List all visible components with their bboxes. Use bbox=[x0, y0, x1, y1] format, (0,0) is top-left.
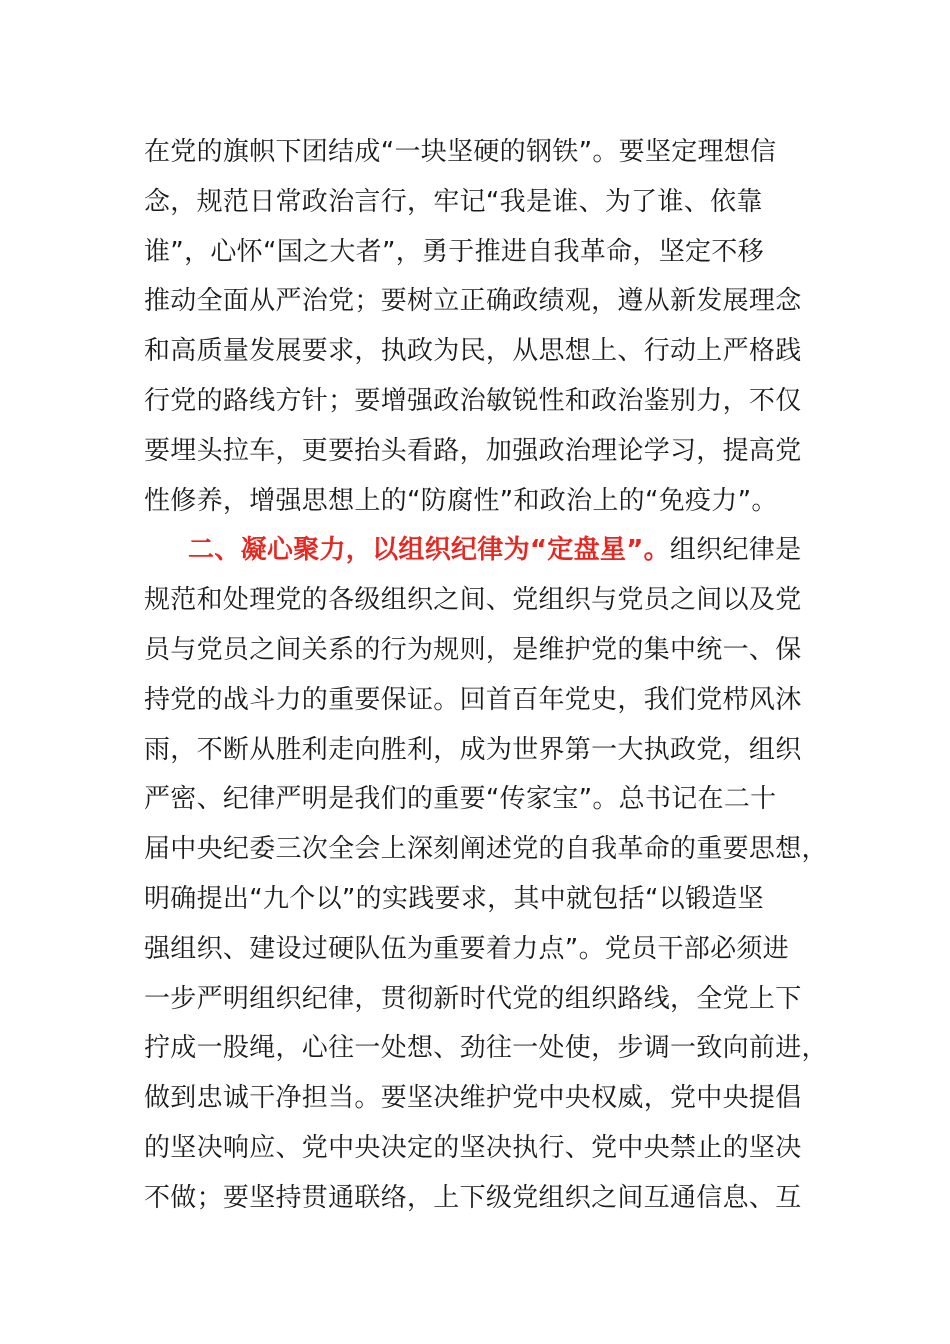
heading-tail-text: 组织纪律是 bbox=[669, 535, 802, 566]
text-line: 规范和处理党的各级组织之间、党组织与党员之间以及党 bbox=[144, 585, 802, 616]
text-line: 员与党员之间关系的行为规则，是维护党的集中统一、保 bbox=[144, 634, 802, 665]
text-line: 的坚决响应、党中央决定的坚决执行、党中央禁止的坚决 bbox=[144, 1132, 802, 1163]
text-line: 要埋头拉车，更要抬头看路，加强政治理论学习，提高党 bbox=[144, 435, 802, 466]
text-line: 做到忠诚干净担当。要坚决维护党中央权威，党中央提倡 bbox=[144, 1083, 802, 1114]
text-line: 雨，不断从胜利走向胜利，成为世界第一大执政党，组织 bbox=[144, 734, 802, 765]
text-line: 推动全面从严治党；要树立正确政绩观，遵从新发展理念 bbox=[144, 286, 802, 317]
text-line: 届中央纪委三次全会上深刻阐述党的自我革命的重要思想， bbox=[144, 834, 828, 865]
text-line: 性修养，增强思想上的“防腐性”和政治上的“免疫力”。 bbox=[144, 485, 778, 516]
text-line: 一步严明组织纪律，贯彻新时代党的组织路线，全党上下 bbox=[144, 983, 802, 1014]
text-line: 在党的旗帜下团结成“一块坚硬的钢铁”。要坚定理想信 bbox=[144, 137, 777, 167]
text-line: 念，规范日常政治言行，牢记“我是谁、为了谁、依靠 bbox=[144, 186, 763, 217]
section-heading-line bbox=[144, 526, 824, 576]
text-line: 拧成一股绳，心往一处想、劲往一处使，步调一致向前进， bbox=[144, 1033, 828, 1064]
text-line: 谁”，心怀“国之大者”，勇于推进自我革命，坚定不移 bbox=[144, 236, 764, 267]
text-line: 和高质量发展要求，执政为民，从思想上、行动上严格践 bbox=[144, 336, 802, 367]
text-line: 不做；要坚持贯通联络，上下级党组织之间互通信息、互 bbox=[144, 1182, 802, 1213]
body-text bbox=[144, 128, 828, 1224]
text-line: 行党的路线方针；要增强政治敏锐性和政治鉴别力，不仅 bbox=[144, 385, 802, 416]
text-line: 持党的战斗力的重要保证。回首百年党史，我们党栉风沐 bbox=[144, 684, 802, 715]
text-line: 明确提出“九个以”的实践要求，其中就包括“以锻造坚 bbox=[144, 883, 764, 914]
section-heading: 二、凝心聚力，以组织纪律为“定盘星”。 bbox=[188, 535, 670, 566]
text-line: 严密、纪律严明是我们的重要“传家宝”。总书记在二十 bbox=[144, 784, 777, 815]
text-line: 强组织、建设过硬队伍为重要着力点”。党员干部必须进 bbox=[144, 933, 789, 964]
